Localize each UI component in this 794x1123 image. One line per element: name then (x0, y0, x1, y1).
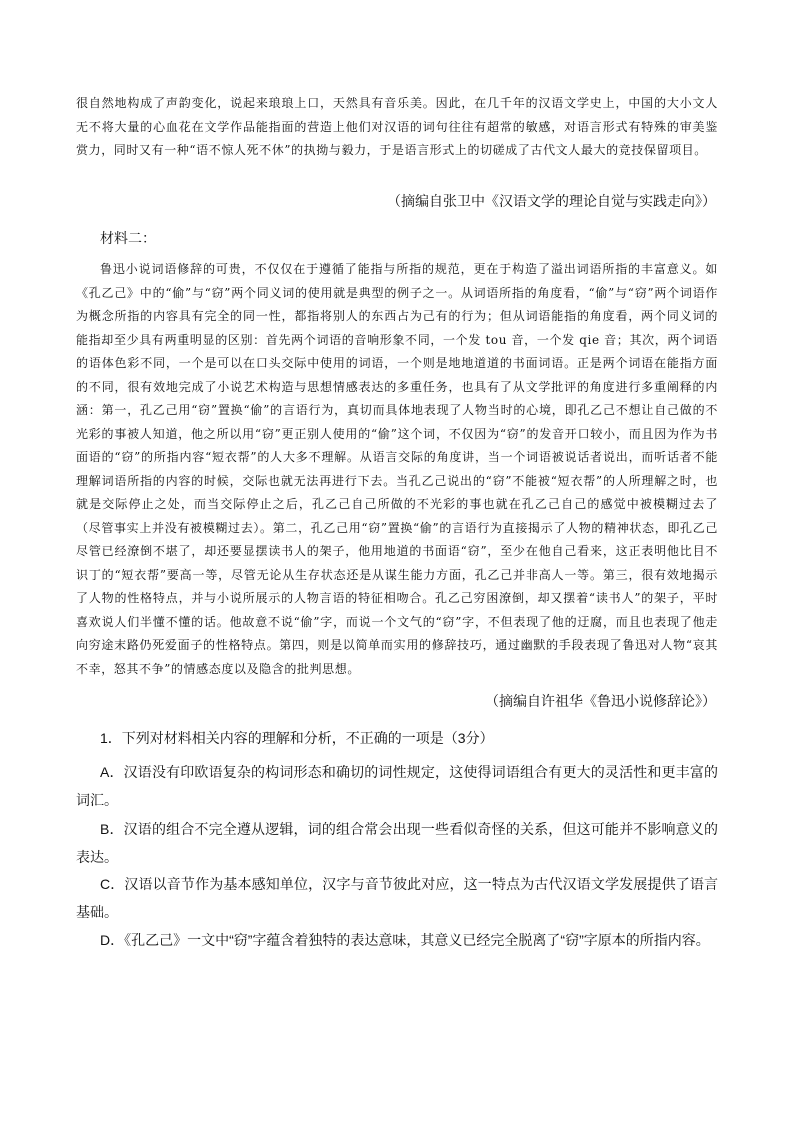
material2-body: 鲁迅小说词语修辞的可贵，不仅仅在于遵循了能指与所指的规范，更在于构造了溢出词语所指的丰富意义。如《孔乙己》中的“偷”与“窃”两个同义词的使用就是典型的例子之一。从词语所指的角度看，“偷”与“窃”两个词语作为概念所指的内容具有完全的同一性，都指将别人的东西占为己有的行为；但从词语能指的角度看，两个同义词的能指却至少具有两重明显的区别：首先两个词语的音响形象不同，一个发 tou 音，一个发 qie 音；其次，两个词语的语体色彩不同，一个是可以在口头交际中使用的词语，一个则是地地道道的书面词语。正是两个词语在能指方面的不同，很有效地完成了小说艺术构造与思想情感表达的多重任务，也具有了从文学批评的角度进行多重阐释的内涵：第一，孔乙己用“窃”置换“偷”的言语行为，真切而具体地表现了人物当时的心境，即孔乙己不想让自己做的不光彩的事被人知道，他之所以用“窃”更正别人使用的“偷”这个词，不仅因为“窃”的发音开口较小，而且因为作为书面语的“窃”的所指内容“短衣帮”的人大多不理解。从语言交际的角度讲，当一个词语被说话者说出，而听话者不能理解词语所指的内容的时候，交际也就无法再进行下去。当孔乙己说出的“窃”不能被“短衣帮”的人所理解之时，也就是交际停止之处，而当交际停止之后，孔乙己自己所做的不光彩的事也就在孔乙己自己的感觉中被模糊过去了（尽管事实上并没有被模糊过去）。第二，孔乙己用“窃”置换“偷”的言语行为直接揭示了人物的精神状态，即孔乙己尽管已经潦倒不堪了，却还要显摆读书人的架子，他用地道的书面语“窃”，至少在他自己看来，这正表明他比目不识丁的“短衣帮”要高一等，尽管无论从生存状态还是从谋生能力方面，孔乙己并非高人一等。第三，很有效地揭示了人物的性格特点，并与小说所展示的人物言语的特征相吻合。孔乙己穷困潦倒，却又摆着“读书人”的架子，平时喜欢说人们半懂不懂的话。他故意不说“偷”字，而说一个文气的“窃”字，不但表现了他的迂腐，而且也表现了他走向穷途末路仍死爱面子的性格特点。第四，则是以简单而实用的修辞技巧，通过幽默的手段表现了鲁迅对人物“哀其不幸，怒其不争”的情感态度以及隐含的批判思想。 (76, 262, 718, 676)
material1-tail-paragraph: 很自然地构成了声韵变化，说起来琅琅上口，天然具有音乐美。因此，在几千年的汉语文学史上，中国的大小文人无不将大量的心血花在文学作品能指面的营造上他们对汉语的词句往往有超常的敏感，对语言形式有特殊的审美鉴赏力，同时又有一种“语不惊人死不休”的执拗与毅力，于是语言形式上的切磋成了古代文人最大的竞技保留项目。 (76, 96, 718, 157)
material2-source: （摘编自许祖华《鲁迅小说修辞论》） (485, 693, 716, 709)
question1-option-b: B．汉语的组合不完全遵从逻辑，词的组合常会出现一些看似奇怪的关系，但这可能并不影响意义的表达。 (76, 821, 718, 865)
question1-option-a: A．汉语没有印欧语复杂的构词形态和确切的词性规定，这使得词语组合有更大的灵活性和更丰富的词汇。 (76, 764, 718, 808)
question1-option-c: C．汉语以音节作为基本感知单位，汉字与音节彼此对应，这一特点为古代汉语文学发展提供了语言基础。 (76, 876, 718, 920)
question1-option-d: D．《孔乙己》一文中“窃”字蕴含着独特的表达意味，其意义已经完全脱离了“窃”字原本的所指内容。 (100, 932, 710, 948)
material1-source: （摘编自张卫中《汉语文学的理论自觉与实践走向》） (387, 193, 716, 209)
material2-heading: 材料二： (100, 230, 156, 246)
question1-stem: 1．下列对材料相关内容的理解和分析，不正确的一项是（3分） (100, 730, 494, 746)
